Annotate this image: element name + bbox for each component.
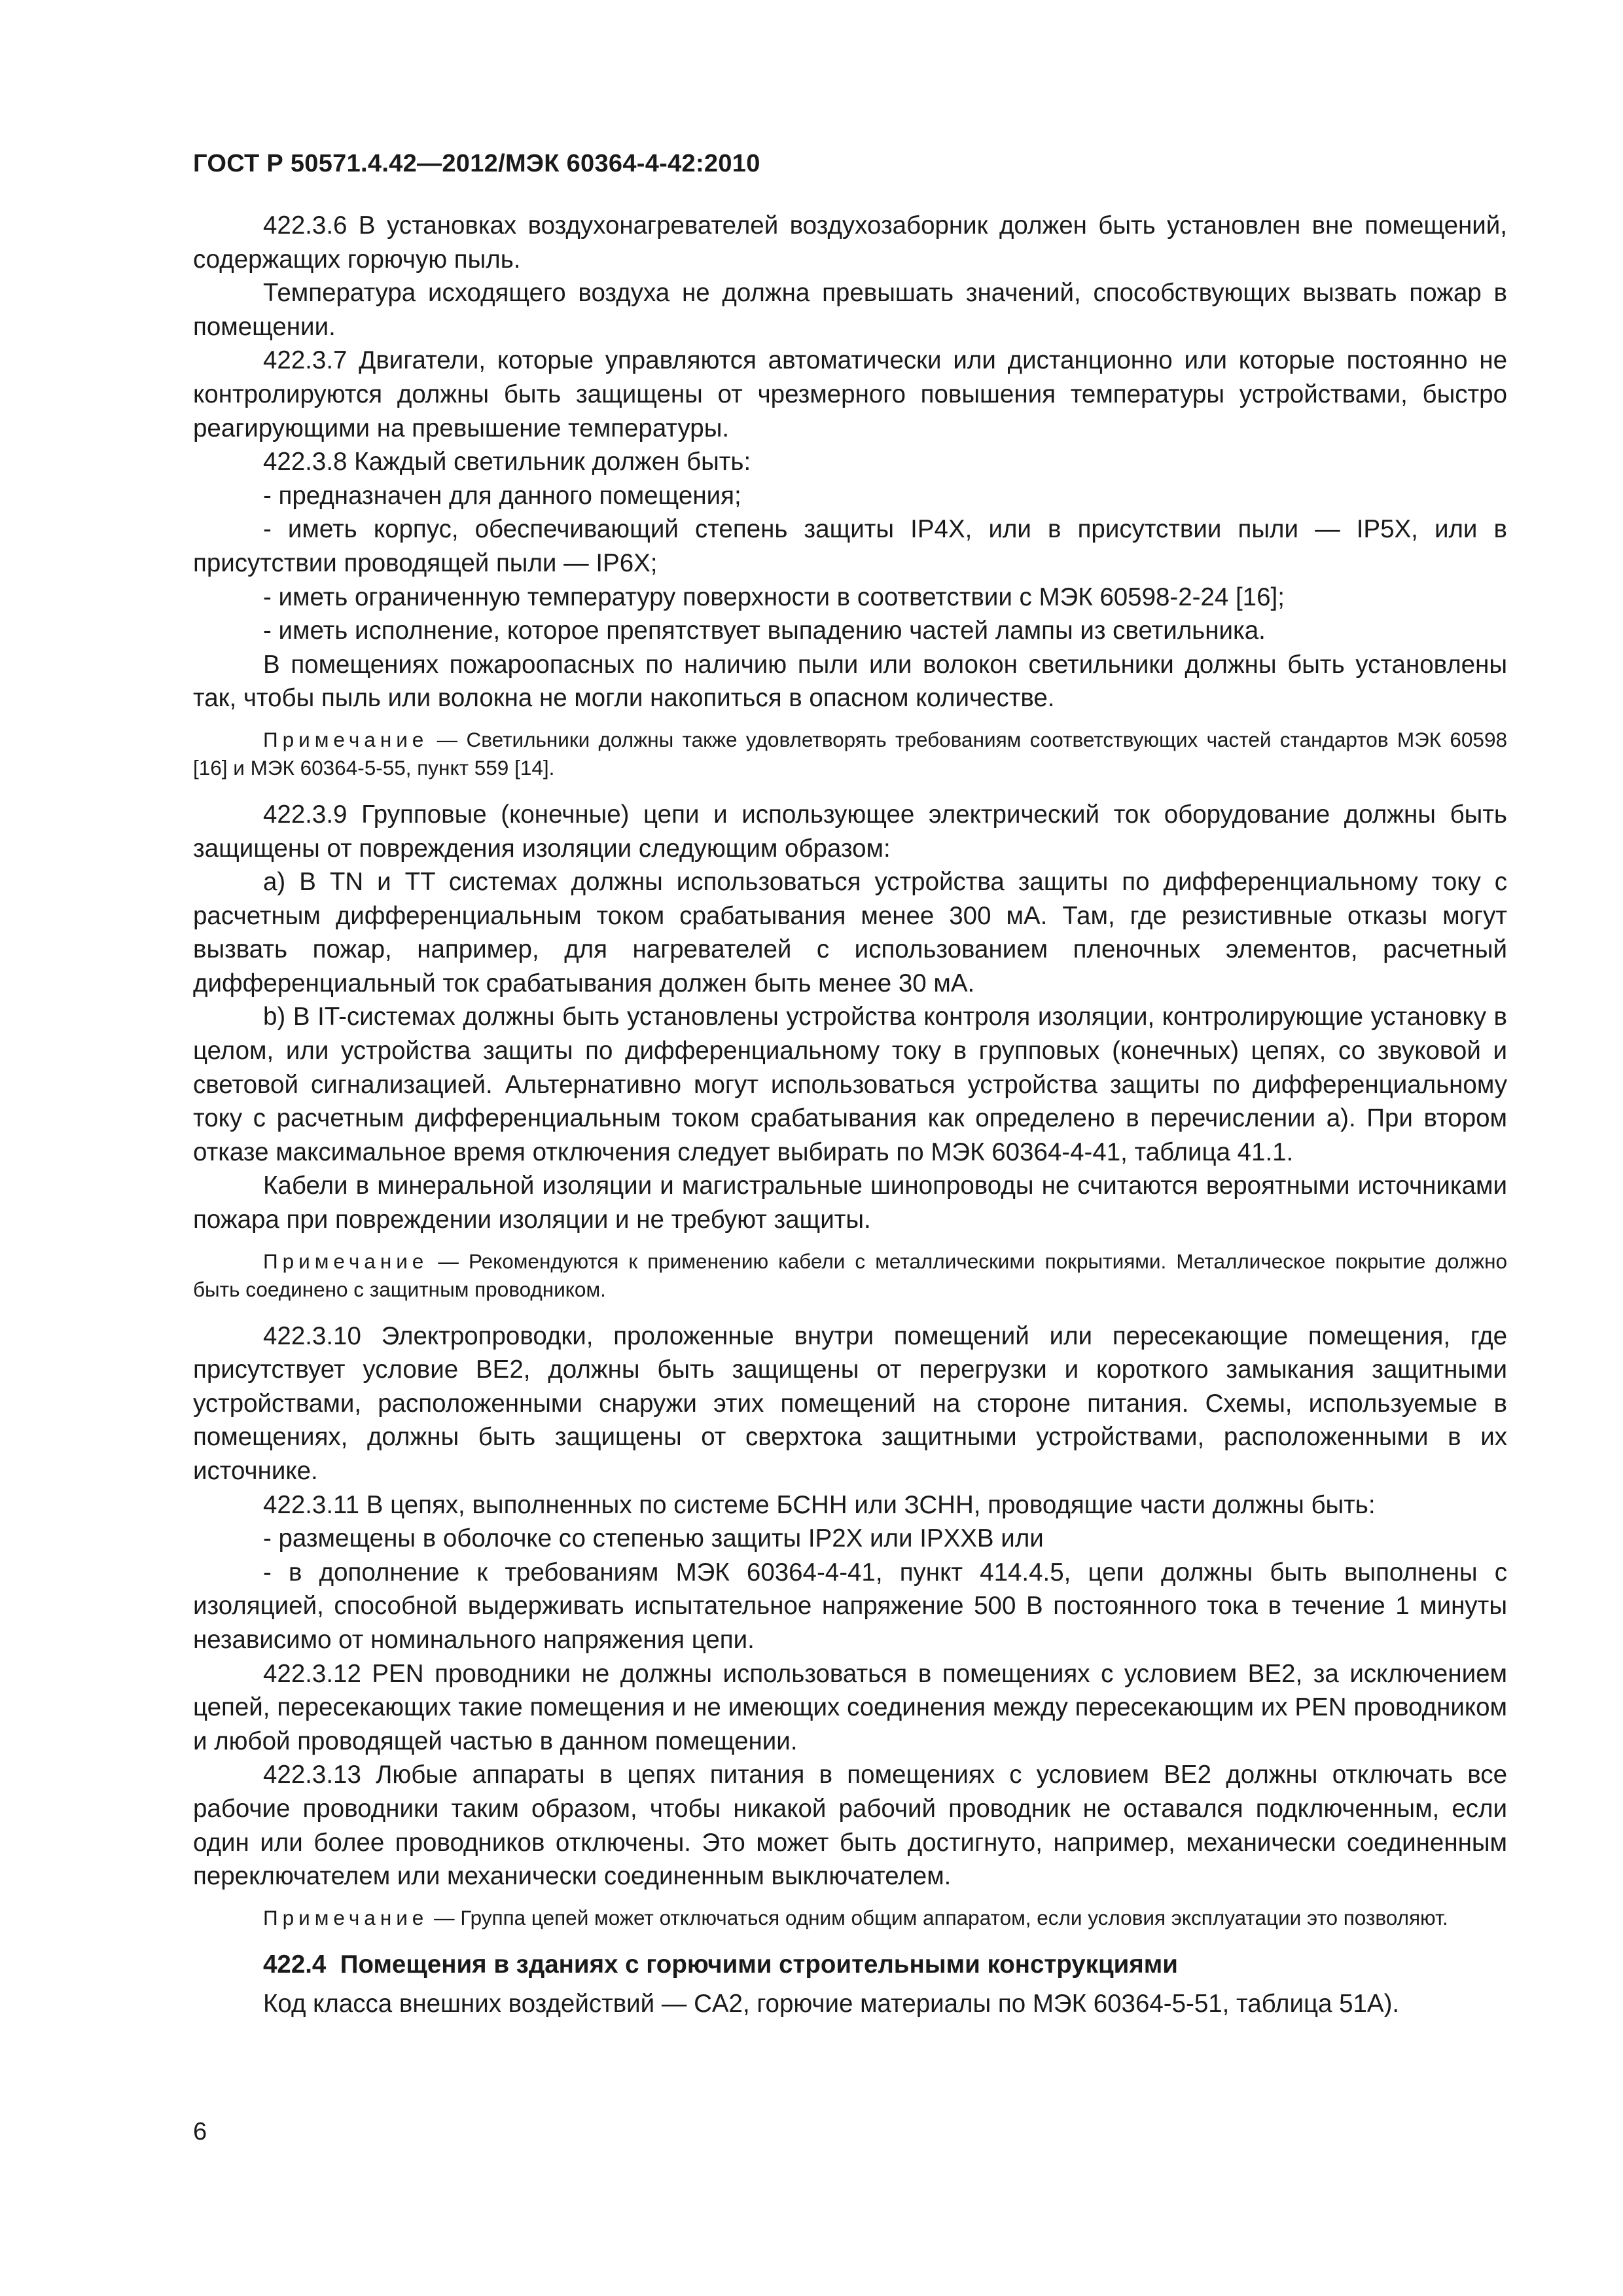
section-number: 422.4 bbox=[263, 1950, 327, 1979]
note-label: Примечание bbox=[263, 1905, 429, 1929]
note-text: — Рекомендуются к применению кабели с металлическими покрытиями. Металлическое покрытие должно быть соединено с защитным проводником. bbox=[193, 1249, 1507, 1301]
note-text: — Светильники должны также удовлетворять требованиям соответствующих частей стандартов МЭК 60598 [16] и МЭК 60364-5-55, пункт 559 [14]. bbox=[193, 727, 1507, 780]
page-number: 6 bbox=[193, 2118, 207, 2145]
document-page bbox=[193, 147, 1507, 2020]
paragraph-422-3-11: 422.3.11 В цепях, выполненных по системе БСНН или ЗСНН, проводящие части должны быть: bbox=[263, 1490, 1376, 1519]
list-item-luminaire-design: - иметь исполнение, которое препятствует выпадению частей лампы из светильника. bbox=[263, 617, 1266, 645]
list-item-luminaire-temperature: - иметь ограниченную температуру поверхности в соответствии с МЭК 60598-2-24 [16]; bbox=[263, 583, 1285, 611]
paragraph-422-3-7: 422.3.7 Двигатели, которые управляются автоматически или дистанционно или которые постоянно не контролируются должны быть защищены от чрезмерного повышения температуры устройствами, быстро реагирующими на превышение температуры. bbox=[193, 346, 1507, 442]
paragraph-422-3-13: 422.3.13 Любые аппараты в цепях питания в помещениях с условием BE2 должны отключать все рабочие проводники таким образом, чтобы никакой рабочий проводник не оставался подключенным, если один или более проводников отключены. Это может быть достигнуто, например, механически соединенным переключателем или механически соединенным выключателем. bbox=[193, 1761, 1507, 1891]
section-title: Помещения в зданиях с горючими строительными конструкциями bbox=[340, 1950, 1178, 1979]
document-header: ГОСТ Р 50571.4.42—2012/МЭК 60364-4-42:2010 bbox=[193, 150, 760, 177]
list-item-it-systems: b) В IT-системах должны быть установлены устройства контроля изоляции, контролирующие установку в целом, или устройства защиты по дифференциальному току в групповых (конечных) цепях, со звуковой и световой сигнализацией. Альтернативно могут использоваться устройства защиты по дифференциальному току с расчетным дифференциальным током срабатывания как определено в перечислении а). При втором отказе максимальное время отключения следует выбирать по МЭК 60364-4-41, таблица 41.1. bbox=[193, 1003, 1507, 1166]
paragraph-422-3-10: 422.3.10 Электропроводки, проложенные внутри помещений или пересекающие помещения, где присутствует условие BE2, должны быть защищены от перегрузки и короткого замыкания защитными устройствами, расположенными снаружи этих помещений на стороне питания. Схемы, используемые в помещениях, должны быть защищены от сверхтока защитными устройствами, расположенными в их источнике. bbox=[193, 1321, 1507, 1485]
paragraph-luminaire-installation: В помещениях пожароопасных по наличию пыли или волокон светильники должны быть установлены так, чтобы пыль или волокна не могли накопиться в опасном количестве. bbox=[193, 650, 1507, 713]
paragraph-air-temperature: Температура исходящего воздуха не должна превышать значений, способствующих вызвать пожар в помещении. bbox=[193, 279, 1507, 341]
list-item-luminaire-purpose: - предназначен для данного помещения; bbox=[263, 481, 741, 510]
paragraph-422-3-9: 422.3.9 Групповые (конечные) цепи и использующее электрический ток оборудование должны быть защищены от повреждения изоляции следующим образом: bbox=[193, 800, 1507, 863]
paragraph-422-3-8: 422.3.8 Каждый светильник должен быть: bbox=[263, 448, 751, 476]
paragraph-422-3-6: 422.3.6 В установках воздухонагревателей воздухозаборник должен быть установлен вне помещений, содержащих горючую пыль. bbox=[193, 211, 1507, 274]
note-circuit-group bbox=[193, 1904, 1507, 1932]
note-metal-sheath-cables bbox=[193, 1247, 1507, 1304]
note-text: — Группа цепей может отключаться одним общим аппаратом, если условия эксплуатации это позволяют. bbox=[428, 1905, 1448, 1929]
note-luminaires bbox=[193, 726, 1507, 782]
paragraph-external-influence-code: Код класса внешних воздействий — CA2, горючие материалы по МЭК 60364-5-51, таблица 51А). bbox=[263, 1989, 1400, 2018]
paragraph-422-3-12: 422.3.12 PEN проводники не должны использоваться в помещениях с условием BE2, за исключением цепей, пересекающих такие помещения и не имеющих соединения между пересекающим их PEN проводником и любой проводящей частью в данном помещении. bbox=[193, 1659, 1507, 1755]
list-item-luminaire-enclosure: - иметь корпус, обеспечивающий степень защиты IP4X, или в присутствии пыли — IP5X, или в присутствии проводящей пыли — IP6X; bbox=[193, 515, 1507, 577]
list-item-insulation-500v: - в дополнение к требованиям МЭК 60364-4-41, пункт 414.4.5, цепи должны быть выполнены с изоляцией, способной выдерживать испытательное напряжение 500 В постоянного тока в течение 1 минуты независимо от номинального напряжения цепи. bbox=[193, 1558, 1507, 1654]
note-label: Примечание bbox=[263, 727, 429, 751]
list-item-tn-tt-systems: a) В TN и TT системах должны использоваться устройства защиты по дифференциальному току с расчетным дифференциальным током срабатывания менее 300 мА. Там, где резистивные отказы могут вызвать пожар, например, для нагревателей с использованием пленочных элементов, расчетный дифференциальный ток срабатывания должен быть менее 30 мА. bbox=[193, 868, 1507, 997]
section-heading-422-4 bbox=[193, 1948, 1507, 1982]
paragraph-mineral-cables: Кабели в минеральной изоляции и магистральные шинопроводы не считаются вероятными источниками пожара при повреждении изоляции и не требуют защиты. bbox=[193, 1172, 1507, 1234]
note-label: Примечание bbox=[263, 1249, 429, 1273]
list-item-enclosure-ip2x: - размещены в оболочке со степенью защиты IP2X или IPXXB или bbox=[263, 1524, 1044, 1553]
